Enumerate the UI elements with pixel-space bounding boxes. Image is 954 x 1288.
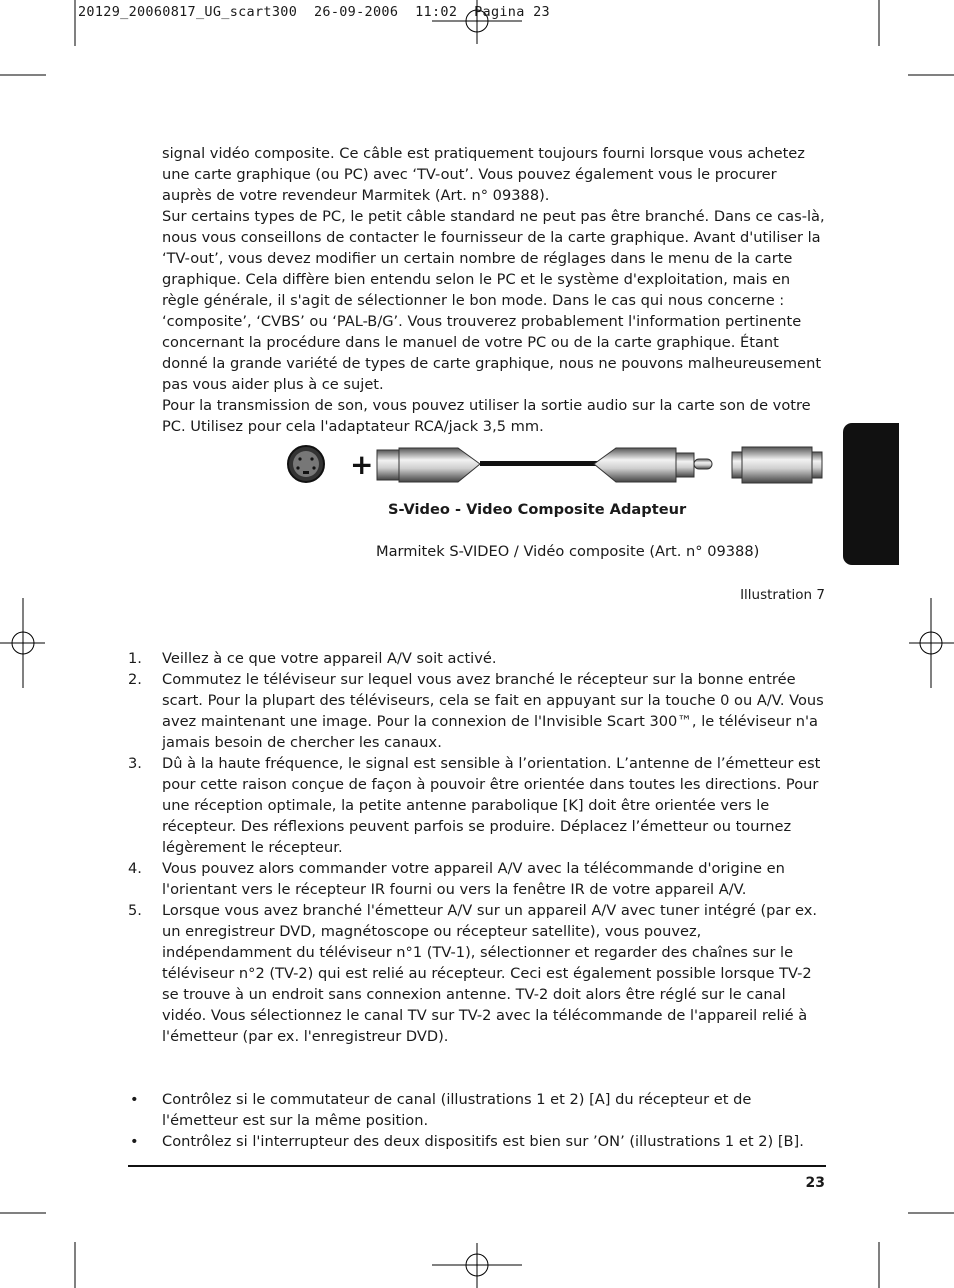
step-text: Veillez à ce que votre appareil A/V soit activé. [162, 650, 497, 667]
intro-paragraph: Pour la transmission de son, vous pouvez utiliser la sortie audio sur la carte son de votre PC. Utilisez pour cela l'adaptateur RCA/jack 3,5 mm. [162, 397, 811, 435]
list-item [128, 900, 826, 1047]
step-number: 3. [128, 755, 142, 772]
step-number: 5. [128, 902, 142, 919]
rca-jack-adapter-icon [732, 447, 822, 483]
svideo-connector-icon [288, 446, 324, 482]
bullet-icon: • [130, 1091, 139, 1108]
intro-paragraph: Sur certains types de PC, le petit câble standard ne peut pas être branché. Dans ce cas-là, nous vous conseillons de contacter le fournisseur de la carte graphique. Avant d'utiliser la ‘TV-out’, vous devez modifier un certain nombre de réglages dans le menu de la carte graphique. Cela diffère bien entendu selon le PC et le système d'exploitation, mais en règle générale, il s'agit de sélectionner le bon mode. Dans le cas qui nous concerne : ‘composite’, ‘CVBS’ ou ‘PAL-B/G’. Vous trouverez probablement l'information pertinente concernant la procédure dans le manuel de votre PC ou de la carte graphique. Étant donné la grande variété de types de carte graphique, nous ne pouvons malheureusement pas vous aider plus à ce sujet. [162, 208, 825, 393]
footer-rule [128, 1165, 826, 1167]
checks-list [128, 1089, 826, 1152]
language-tab [843, 423, 899, 565]
illustration-label: Illustration 7 [740, 587, 825, 603]
print-slug: 20129_20060817_UG_scart300 26-09-2006 11:02 Pagina 23 [78, 4, 550, 20]
step-number: 2. [128, 671, 142, 688]
intro-text [162, 143, 826, 437]
step-text: Dû à la haute fréquence, le signal est sensible à l’orientation. L’antenne de l’émetteur est pour cette raison conçue de façon à pouvoir être orientée dans toutes les directions. Pour une réception optimale, la petite antenne parabolique [K] doit être orientée vers le récepteur. Des réflexions peuvent parfois se produire. Déplacez l’émetteur ou tournez légèrement le récepteur. [162, 755, 821, 856]
bullet-icon: • [130, 1133, 139, 1150]
check-text: Contrôlez si l'interrupteur des deux dispositifs est bien sur ’ON’ (illustrations 1 et 2) [B]. [162, 1133, 804, 1150]
step-text: Commutez le téléviseur sur lequel vous avez branché le récepteur sur la bonne entrée scart. Pour la plupart des téléviseurs, cela se fait en appuyant sur la touche 0 ou A/V. Vous avez maintenant une image. Pour la connexion de l'Invisible Scart 300™, le téléviseur n'a jamais besoin de chercher les canaux. [162, 671, 824, 751]
cable-line [480, 461, 598, 466]
list-item [128, 669, 826, 753]
plus-sign: + [350, 448, 374, 481]
list-item [128, 858, 826, 900]
page-number: 23 [805, 1175, 825, 1191]
step-text: Vous pouvez alors commander votre appareil A/V avec la télécommande d'origine en l'orientant vers le récepteur IR fourni ou vers la fenêtre IR de votre appareil A/V. [162, 860, 785, 898]
list-item [128, 1089, 826, 1131]
figure-title: S-Video - Video Composite Adapteur [388, 501, 687, 518]
steps-list [128, 648, 826, 1047]
figure-subtitle: Marmitek S-VIDEO / Vidéo composite (Art. n° 09388) [376, 543, 760, 560]
step-number: 1. [128, 650, 142, 667]
step-number: 4. [128, 860, 142, 877]
intro-paragraph: signal vidéo composite. Ce câble est pratiquement toujours fourni lorsque vous achetez une carte graphique (ou PC) avec ‘TV-out’. Vous pouvez également vous le procurer auprès de votre revendeur Marmitek (Art. n° 09388). [162, 145, 805, 204]
list-item [128, 1131, 826, 1152]
rca-plug-icon [594, 448, 712, 482]
step-text: Lorsque vous avez branché l'émetteur A/V sur un appareil A/V avec tuner intégré (par ex. un enregistreur DVD, magnétoscope ou récepteur satellite), vous pouvez, indépendamment du téléviseur n°1 (TV-1), sélectionner et regarder des chaînes sur le téléviseur n°2 (TV-2) qui est relié au récepteur. Ceci est également possible lorsque TV-2 se trouve à un endroit sans connexion antenne. TV-2 doit alors être réglé sur le canal vidéo. Vous sélectionnez le canal TV sur TV-2 avec la télécommande de l'appareil relié à l'émetteur (par ex. l'enregistreur DVD). [162, 902, 818, 1045]
adapter-illustration [280, 438, 826, 494]
list-item [128, 648, 826, 669]
check-text: Contrôlez si le commutateur de canal (illustrations 1 et 2) [A] du récepteur et de l'émetteur est sur la même position. [162, 1091, 752, 1129]
svideo-plug-icon [377, 448, 480, 482]
list-item [128, 753, 826, 858]
